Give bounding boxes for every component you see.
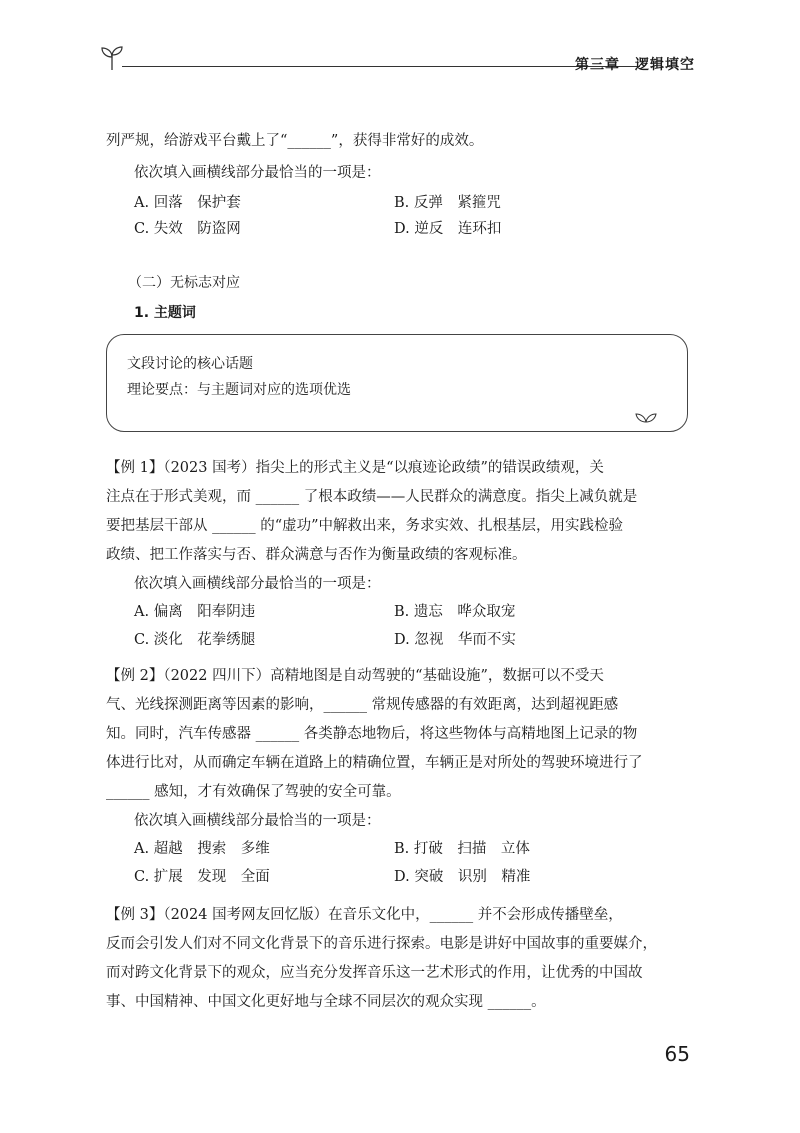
example-2-option-b: B. 打破 扫描 立体 [394, 841, 530, 857]
chapter-title: 第三章 逻辑填空 [575, 57, 695, 73]
example-3-line-1: 【例 3】（2024 国考网友回忆版）在音乐文化中，______ 并不会形成传播壁垒， [106, 907, 623, 923]
option-a: A. 回落 保护套 [134, 195, 241, 211]
question-prompt: 依次填入画横线部分最恰当的一项是： [134, 165, 381, 181]
example-1-option-a: A. 偏离 阳奉阴违 [134, 604, 256, 620]
example-2-line-5: ______ 感知，才有效确保了驾驶的安全可靠。 [106, 784, 401, 800]
example-2-line-1: 【例 2】（2022 四川下）高精地图是自动驾驶的“基础设施”，数据可以不受天 [106, 668, 604, 684]
example-1-line-2: 注点在于形式美观，而 ______ 了根本政绩——人民群众的满意度。指尖上减负就是 [106, 489, 638, 505]
subsection-heading: 1. 主题词 [134, 305, 196, 321]
box-line-1: 文段讨论的核心话题 [127, 356, 253, 372]
example-3-line-4: 事、中国精神、中国文化更好地与全球不同层次的观众实现 ______。 [106, 994, 546, 1010]
example-1-prompt: 依次填入画横线部分最恰当的一项是： [134, 576, 381, 592]
sprout-icon [100, 45, 124, 71]
example-2-option-d: D. 突破 识别 精准 [394, 869, 531, 885]
example-2-line-2: 气、光线探测距离等因素的影响，______ 常规传感器的有效距离，达到超视距感 [106, 697, 619, 713]
option-c: C. 失效 防盗网 [134, 221, 241, 237]
box-line-2: 理论要点：与主题词对应的选项优选 [127, 382, 351, 398]
example-1-option-d: D. 忽视 华而不实 [394, 632, 516, 648]
example-3-line-3: 而对跨文化背景下的观众，应当充分发挥音乐这一艺术形式的作用，让优秀的中国故 [106, 965, 643, 981]
section-heading: （二）无标志对应 [128, 275, 240, 291]
example-1-option-c: C. 淡化 花拳绣腿 [134, 632, 256, 648]
option-d: D. 逆反 连环扣 [394, 221, 502, 237]
option-b: B. 反弹 紧箍咒 [394, 195, 501, 211]
example-1-line-1: 【例 1】（2023 国考）指尖上的形式主义是“以痕迹论政绩”的错误政绩观，关 [106, 460, 604, 476]
example-1-line-3: 要把基层干部从 ______ 的“虚功”中解救出来，务求实效、扎根基层，用实践检验 [106, 518, 624, 534]
paragraph-line: 列严规，给游戏平台戴上了“______”，获得非常好的成效。 [106, 133, 484, 149]
header-rule [122, 66, 640, 67]
page-number: 65 [664, 1042, 690, 1066]
example-2-prompt: 依次填入画横线部分最恰当的一项是： [134, 813, 381, 829]
example-1-option-b: B. 遗忘 哗众取宠 [394, 604, 516, 620]
example-1-line-4: 政绩、把工作落实与否、群众满意与否作为衡量政绩的客观标准。 [106, 547, 527, 563]
leaf-icon [635, 411, 657, 423]
example-2-option-a: A. 超越 搜索 多维 [134, 841, 270, 857]
key-point-box [106, 334, 688, 432]
example-2-option-c: C. 扩展 发现 全面 [134, 869, 270, 885]
example-2-line-4: 体进行比对，从而确定车辆在道路上的精确位置，车辆正是对所处的驾驶环境进行了 [106, 755, 643, 771]
example-3-line-2: 反而会引发人们对不同文化背景下的音乐进行探索。电影是讲好中国故事的重要媒介， [106, 936, 657, 952]
example-2-line-3: 知。同时，汽车传感器 ______ 各类静态地物后，将这些物体与高精地图上记录的物 [106, 726, 638, 742]
